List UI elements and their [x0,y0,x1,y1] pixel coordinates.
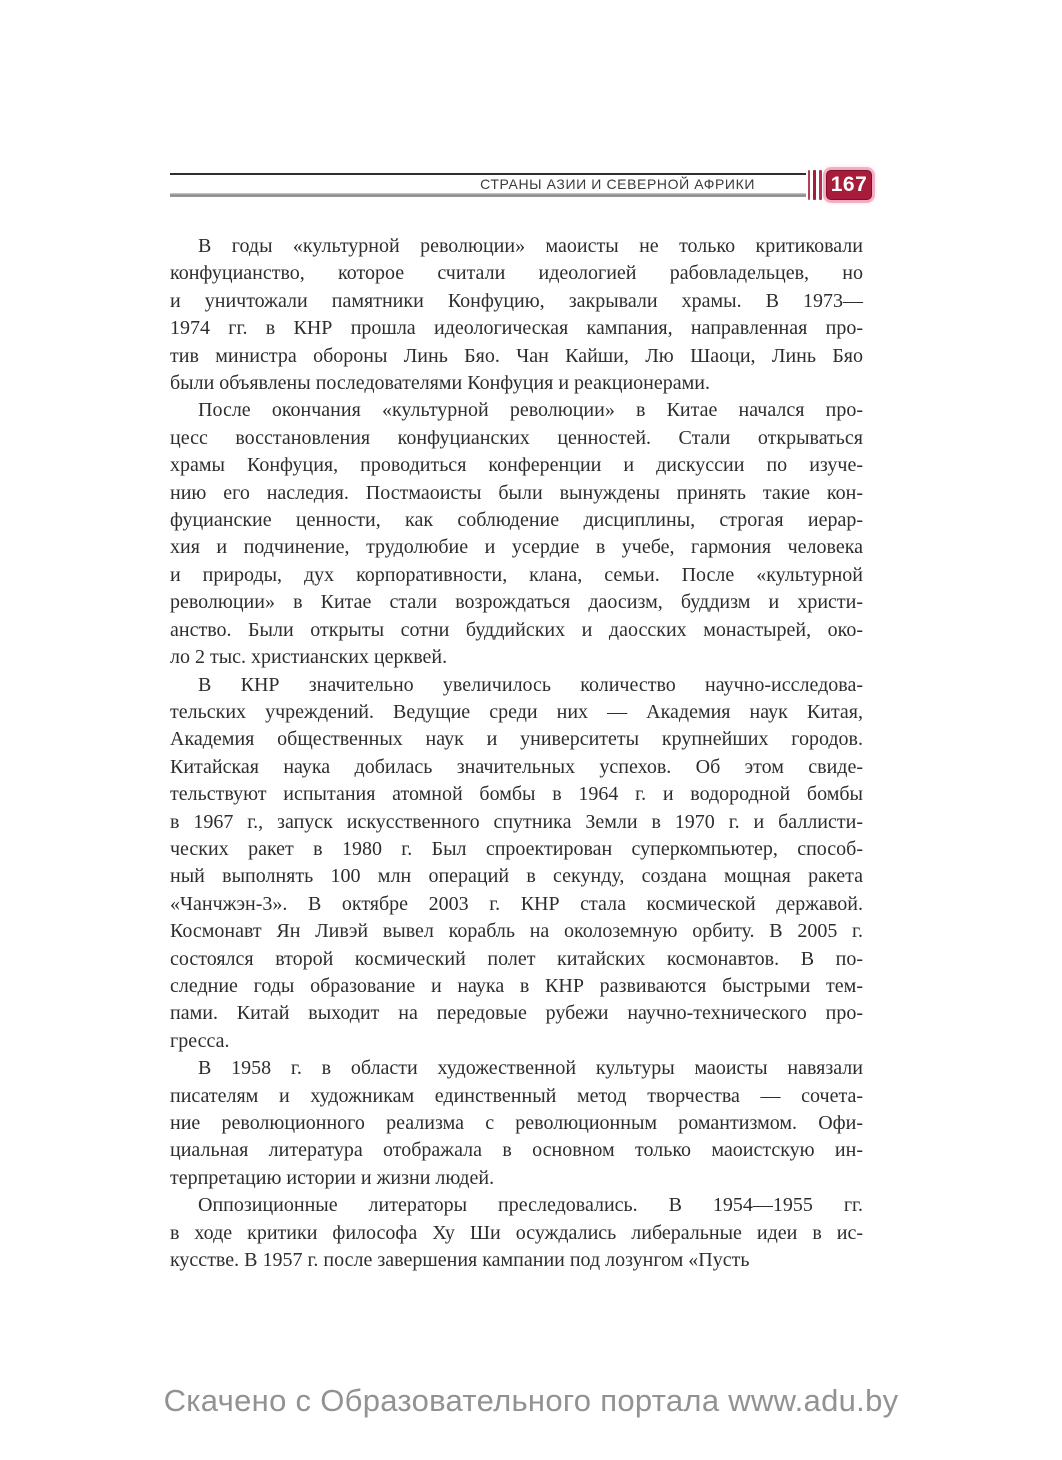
running-title: СТРАНЫ АЗИИ И СЕВЕРНОЙ АФРИКИ [480,176,755,192]
text-line: гресса. [170,1029,230,1052]
text-line: цесс восстановления конфуцианских ценностей. Стали открываться [170,426,863,449]
text-line: конфуцианство, которое считали идеологией рабовладельцев, но [170,262,863,285]
text-line: нию его наследия. Постмаоисты были вынуждены принять такие кон- [170,481,863,504]
decorative-stripes-icon [808,170,822,200]
page-number-marker [808,169,872,201]
text-line: ние революционного реализма с революционным романтизмом. Офи- [170,1112,863,1134]
text-line: тельских учреждений. Ведущие среди них — Академия наук Китая, [170,700,863,723]
text-line: хия и подчинение, трудолюбие и усердие в учебе, гармония человека [170,536,863,559]
watermark-text: Скачено с Образовательного портала www.adu.by [163,1383,899,1418]
text-line: кусстве. В 1957 г. после завершения кампании под лозунгом «Пусть [170,1249,750,1272]
text-line: тив министра обороны Линь Бяо. Чан Кайши, Лю Шаоци, Линь Бяо [170,344,863,367]
text-line: В КНР значительно увеличилось количество научно-исследова- [198,673,863,696]
text-line: пами. Китай выходит на передовые рубежи научно-технического про- [170,1002,863,1025]
paragraph [170,672,863,1056]
text-line: следние годы образование и наука в КНР развиваются быстрыми тем- [170,974,863,997]
page-number-badge: 167 [826,170,872,200]
text-line: и уничтожали памятники Конфуцию, закрывали храмы. В 1973— [170,289,863,312]
text-line: В годы «культурной революции» маоисты не только критиковали [198,235,863,257]
text-line: 1974 гг. в КНР прошла идеологическая кампания, направленная про- [170,317,863,340]
text-line: были объявлены последователями Конфуция и реакционерами. [170,372,710,395]
text-line: Оппозиционные литераторы преследовались. В 1954—1955 гг. [198,1194,863,1217]
paragraph [170,1055,863,1192]
text-line: храмы Конфуция, проводиться конференции и дискуссии по изуче- [170,454,863,477]
text-line: ческих ракет в 1980 г. Был спроектирован суперкомпьютер, способ- [170,837,863,860]
text-line: в 1967 г., запуск искусственного спутника Земли в 1970 г. и баллисти- [170,810,863,833]
text-line: «Чанчжэн-3». В октябре 2003 г. КНР стала космической державой. [170,892,863,915]
paragraph [170,397,863,671]
text-line: в ходе критики философа Ху Ши осуждались либеральные идеи в ис- [170,1221,863,1244]
text-line: Китайская наука добилась значительных успехов. Об этом свиде- [170,755,863,778]
text-line: ло 2 тыс. христианских церквей. [170,646,448,669]
header-rule-bottom [170,193,806,197]
text-line: анство. Были открыты сотни буддийских и даосских монастырей, око- [170,618,863,641]
text-line: ный выполнять 100 млн операций в секунду, создана мощная ракета [170,865,863,888]
text-line: революции» в Китае стали возрождаться даосизм, буддизм и христи- [170,591,863,614]
paragraph [170,1192,863,1274]
text-line: терпретацию истории и жизни людей. [170,1166,495,1189]
paragraph [170,233,863,397]
text-line: После окончания «культурной революции» в Китае начался про- [198,399,863,422]
text-line: Космонавт Ян Ливэй вывел корабль на околоземную орбиту. В 2005 г. [170,920,863,943]
text-line: Академия общественных наук и университеты крупнейших городов. [170,728,863,751]
text-line: и природы, дух корпоративности, клана, семьи. После «культурной [170,563,863,586]
body-text [170,233,863,1274]
text-line: В 1958 г. в области художественной культуры маоисты навязали [198,1057,863,1080]
text-line: фуцианские ценности, как соблюдение дисциплины, строгая иерар- [170,509,863,532]
text-line: тельствуют испытания атомной бомбы в 1964 г. и водородной бомбы [170,783,863,806]
header-rule-top [170,173,806,175]
text-line: состоялся второй космический полет китайских космонавтов. В по- [170,947,863,970]
text-line: циальная литература отображала в основном только маоистскую ин- [170,1139,863,1162]
text-line: писателям и художникам единственный метод творчества — сочета- [170,1084,863,1107]
